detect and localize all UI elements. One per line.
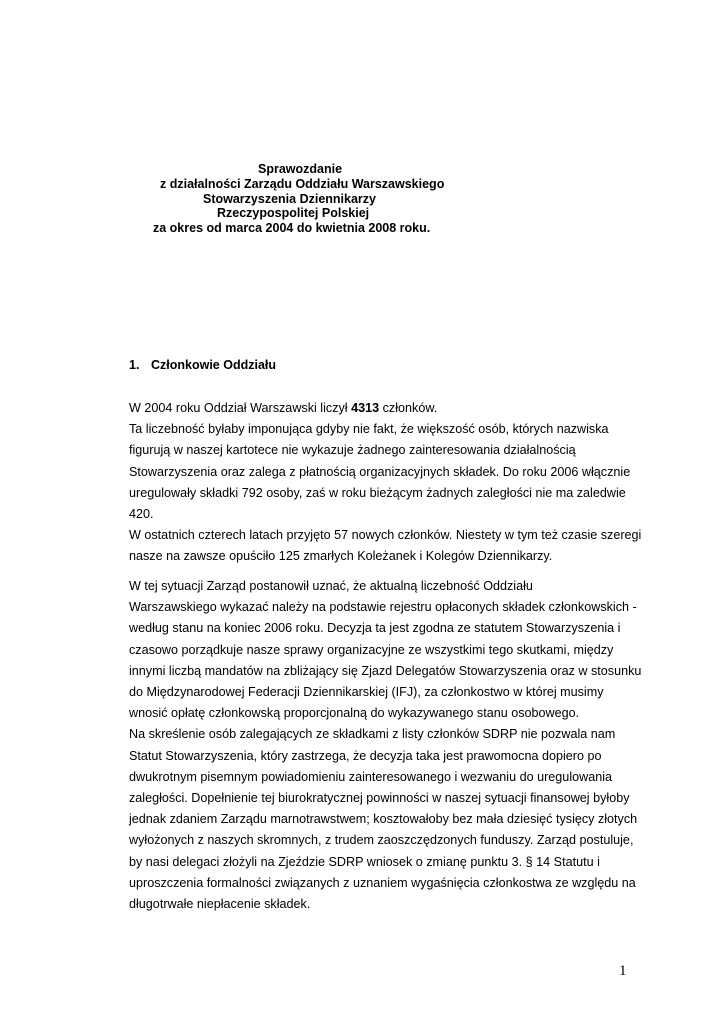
- paragraph-line: zaległości. Dopełnienie tej biurokratycznej powinności w naszej sytuacji finansowej byłoby: [129, 791, 630, 806]
- paragraph-line: by nasi delegaci złożyli na Zjeździe SDRP wniosek o zmianę punktu 3. § 14 Statutu i: [129, 854, 600, 869]
- paragraph-line: nasze na zawsze opuściło 125 zmarłych Koleżanek i Kolegów Dziennikarzy.: [129, 549, 553, 564]
- paragraph-line: Statut Stowarzyszenia, który zastrzega, że decyzja taka jest prawomocna dopiero po: [129, 748, 602, 763]
- paragraph-line: Warszawskiego wykazać należy na podstawie rejestru opłaconych składek członkowskich -: [129, 600, 637, 615]
- paragraph-line: Stowarzyszenia oraz zalega z płatnością organizacyjnych składek. Do roku 2006 włącznie: [129, 464, 631, 479]
- paragraph-line: czasowo porządkuje nasze sprawy organizacyjne ze wszystkimi tego skutkami, między: [129, 642, 614, 657]
- paragraph-line: W ostatnich czterech latach przyjęto 57 nowych członków. Niestety w tym też czasie szeregi: [129, 528, 642, 543]
- paragraph-line: innymi liczbą mandatów na zbliżający się Zjazd Delegatów Stowarzyszenia oraz w stosunku: [129, 663, 642, 678]
- page-number: 1: [619, 963, 627, 979]
- paragraph-line: Ta liczebność byłaby imponująca gdyby nie fakt, że większość osób, których nazwiska: [129, 422, 609, 437]
- paragraph-line: dwukrotnym pisemnym powiadomieniu zainteresowanego i wezwaniu do uregulowania: [129, 769, 613, 784]
- paragraph-line: figurują w naszej kartotece nie wykazuje żadnego zainteresowania działalnością: [129, 443, 576, 458]
- paragraph-line: Na skreślenie osób zalegających ze składkami z listy członków SDRP nie pozwala nam: [129, 727, 616, 742]
- paragraph-line: wnosić opłatę członkowską proporcjonalną do wykazywanego stanu osobowego.: [129, 706, 580, 721]
- paragraph-line: według stanu na koniec 2006 roku. Decyzja ta jest zgodna ze statutem Stowarzyszenia i: [129, 621, 621, 636]
- paragraph-line: uproszczenia formalności związanych z uznaniem wygaśnięcia członkostwa ze względu na: [129, 875, 636, 890]
- paragraph-decision: [129, 576, 642, 915]
- section-title: Członkowie Oddziału: [151, 358, 277, 372]
- text-span: W 2004 roku Oddział Warszawski liczył: [129, 401, 352, 415]
- section-number: 1.: [129, 358, 140, 372]
- paragraph-line: do Międzynarodowej Federacji Dziennikarskiej (IFJ), za członkostwo w której musimy: [129, 685, 604, 700]
- title-line-3: Stowarzyszenia Dziennikarzy: [203, 192, 376, 206]
- title-line-2: z działalności Zarządu Oddziału Warszawskiego: [160, 177, 445, 191]
- title-line-5: za okres od marca 2004 do kwietnia 2008 roku.: [153, 221, 431, 235]
- paragraph-line: wyłożonych z naszych skromnych, z trudem zaoszczędzonych funduszy. Zarząd postuluje,: [129, 833, 634, 848]
- member-count: 4313: [351, 401, 380, 415]
- paragraph-members: [129, 398, 642, 568]
- paragraph-line: jednak zdaniem Zarządu marnotrawstwem; kosztowałoby bez mała dziesięć tysięcy złotych: [129, 812, 638, 827]
- paragraph-line: [129, 398, 635, 419]
- title-line-4: Rzeczypospolitej Polskiej: [217, 206, 370, 220]
- paragraph-line: W tej sytuacji Zarząd postanowił uznać, że aktualną liczebność Oddziału: [129, 579, 533, 593]
- text-span: członków.: [379, 401, 438, 415]
- paragraph-line: 420.: [129, 507, 154, 522]
- section-heading: [129, 358, 276, 372]
- title-line-1: Sprawozdanie: [258, 162, 343, 176]
- paragraph-line: uregulowały składki 792 osoby, zaś w roku bieżącym żadnych zaległości nie ma zaledwie: [129, 485, 626, 500]
- paragraph-line: długotrwałe niepłacenie składek.: [129, 897, 311, 912]
